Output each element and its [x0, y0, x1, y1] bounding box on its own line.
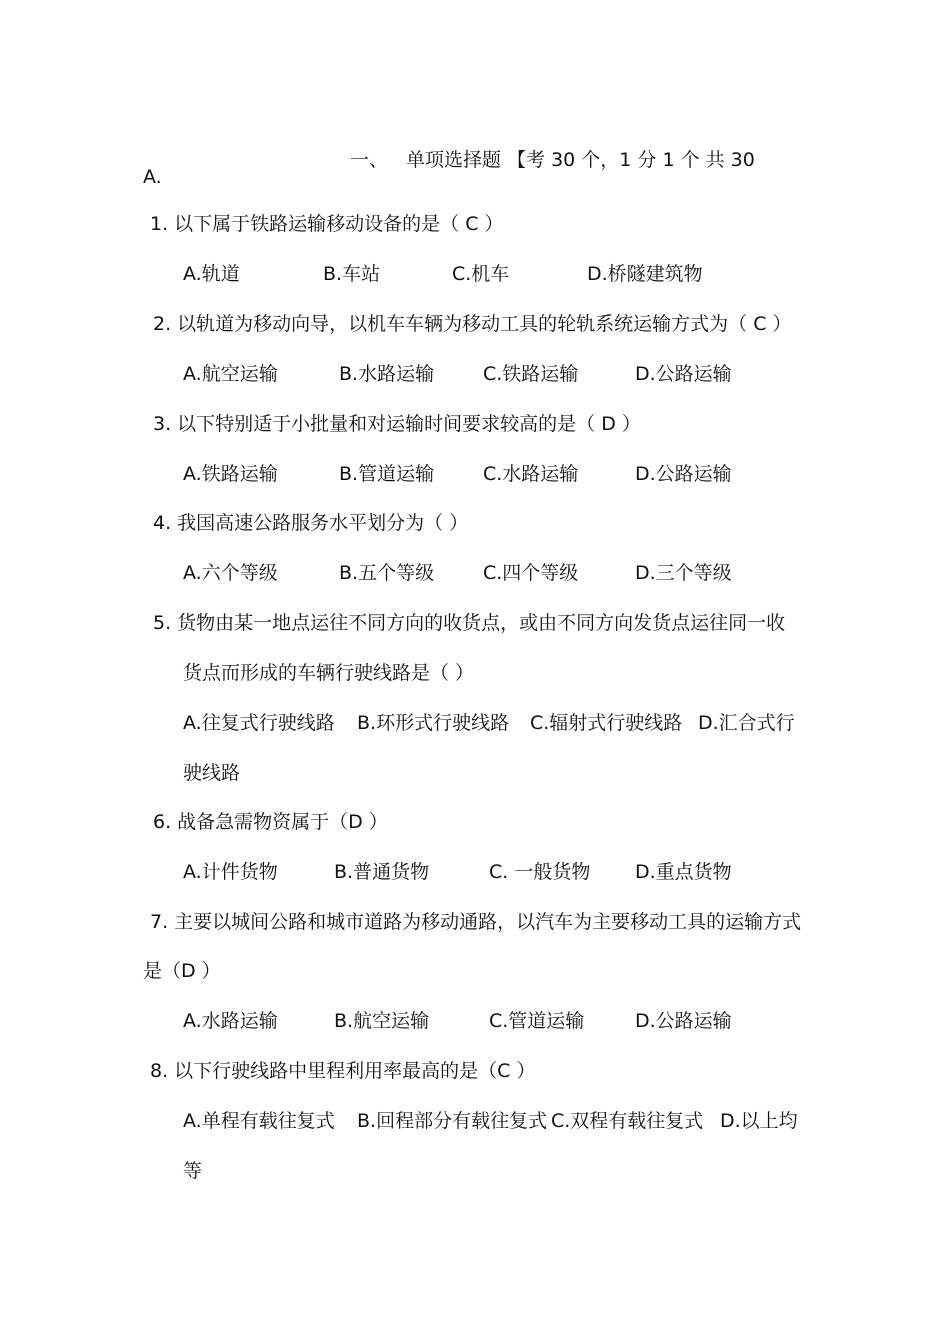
question-5: 5. 货物由某一地点运往不同方向的收货点，或由不同方向发货点运往同一收 [153, 612, 786, 634]
q4-option-b: B.五个等级 [339, 562, 435, 584]
question-6: 6. 战备急需物资属于（D ） [153, 811, 388, 833]
q5-option-d: D.汇合式行 [698, 712, 795, 734]
q6-option-b: B.普通货物 [334, 861, 430, 883]
q2-option-d: D.公路运输 [635, 363, 732, 385]
q6-option-d: D.重点货物 [635, 861, 732, 883]
q8-option-a: A.单程有载往复式 [183, 1110, 335, 1132]
q4-option-d: D.三个等级 [635, 562, 732, 584]
question-1: 1. 以下属于铁路运输移动设备的是（ C ） [150, 213, 504, 235]
q7-option-d: D.公路运输 [635, 1010, 732, 1032]
q5-option-c: C.辐射式行驶线路 [530, 712, 683, 734]
q7-option-a: A.水路运输 [183, 1010, 278, 1032]
q5-option-a: A.往复式行驶线路 [183, 712, 335, 734]
q3-option-a: A.铁路运输 [183, 463, 278, 485]
q3-option-d: D.公路运输 [635, 463, 732, 485]
question-7-cont: 是（D ） [143, 960, 221, 982]
q2-option-c: C.铁路运输 [483, 363, 579, 385]
q2-option-a: A.航空运输 [183, 363, 278, 385]
question-5-cont: 货点而形成的车辆行驶线路是（ ） [183, 662, 475, 684]
q8-option-d: D.以上均 [720, 1110, 798, 1132]
question-2: 2. 以轨道为移动向导，以机车车辆为移动工具的轮轨系统运输方式为（ C ） [153, 313, 792, 335]
q7-option-c: C.管道运输 [489, 1010, 585, 1032]
stray-label: A. [143, 166, 162, 188]
q6-option-a: A.计件货物 [183, 861, 278, 883]
q8-option-b: B.回程部分有载往复式 [357, 1110, 548, 1132]
question-7: 7. 主要以城间公路和城市道路为移动通路，以汽车为主要移动工具的运输方式 [150, 911, 802, 933]
q8-option-d-cont: 等 [183, 1160, 203, 1182]
section-number: 一、 [350, 149, 389, 171]
q3-option-b: B.管道运输 [339, 463, 435, 485]
question-3: 3. 以下特别适于小批量和对运输时间要求较高的是（ D ） [153, 413, 641, 435]
question-8: 8. 以下行驶线路中里程利用率最高的是（C ） [150, 1060, 536, 1082]
q7-option-b: B.航空运输 [334, 1010, 430, 1032]
q5-option-b: B.环形式行驶线路 [357, 712, 510, 734]
q1-option-d: D.桥隧建筑物 [587, 263, 703, 285]
q5-option-d-cont: 驶线路 [183, 762, 241, 784]
q1-option-b: B.车站 [323, 263, 381, 285]
q1-option-c: C.机车 [452, 263, 510, 285]
q2-option-b: B.水路运输 [339, 363, 435, 385]
q1-option-a: A.轨道 [183, 263, 240, 285]
q4-option-a: A.六个等级 [183, 562, 278, 584]
section-title: 单项选择题 【考 30 个，1 分 1 个 共 30 [406, 149, 755, 171]
q6-option-c: C. 一般货物 [489, 861, 591, 883]
question-4: 4. 我国高速公路服务水平划分为（ ） [153, 512, 469, 534]
q3-option-c: C.水路运输 [483, 463, 579, 485]
q8-option-c: C.双程有载往复式 [551, 1110, 704, 1132]
q4-option-c: C.四个等级 [483, 562, 579, 584]
